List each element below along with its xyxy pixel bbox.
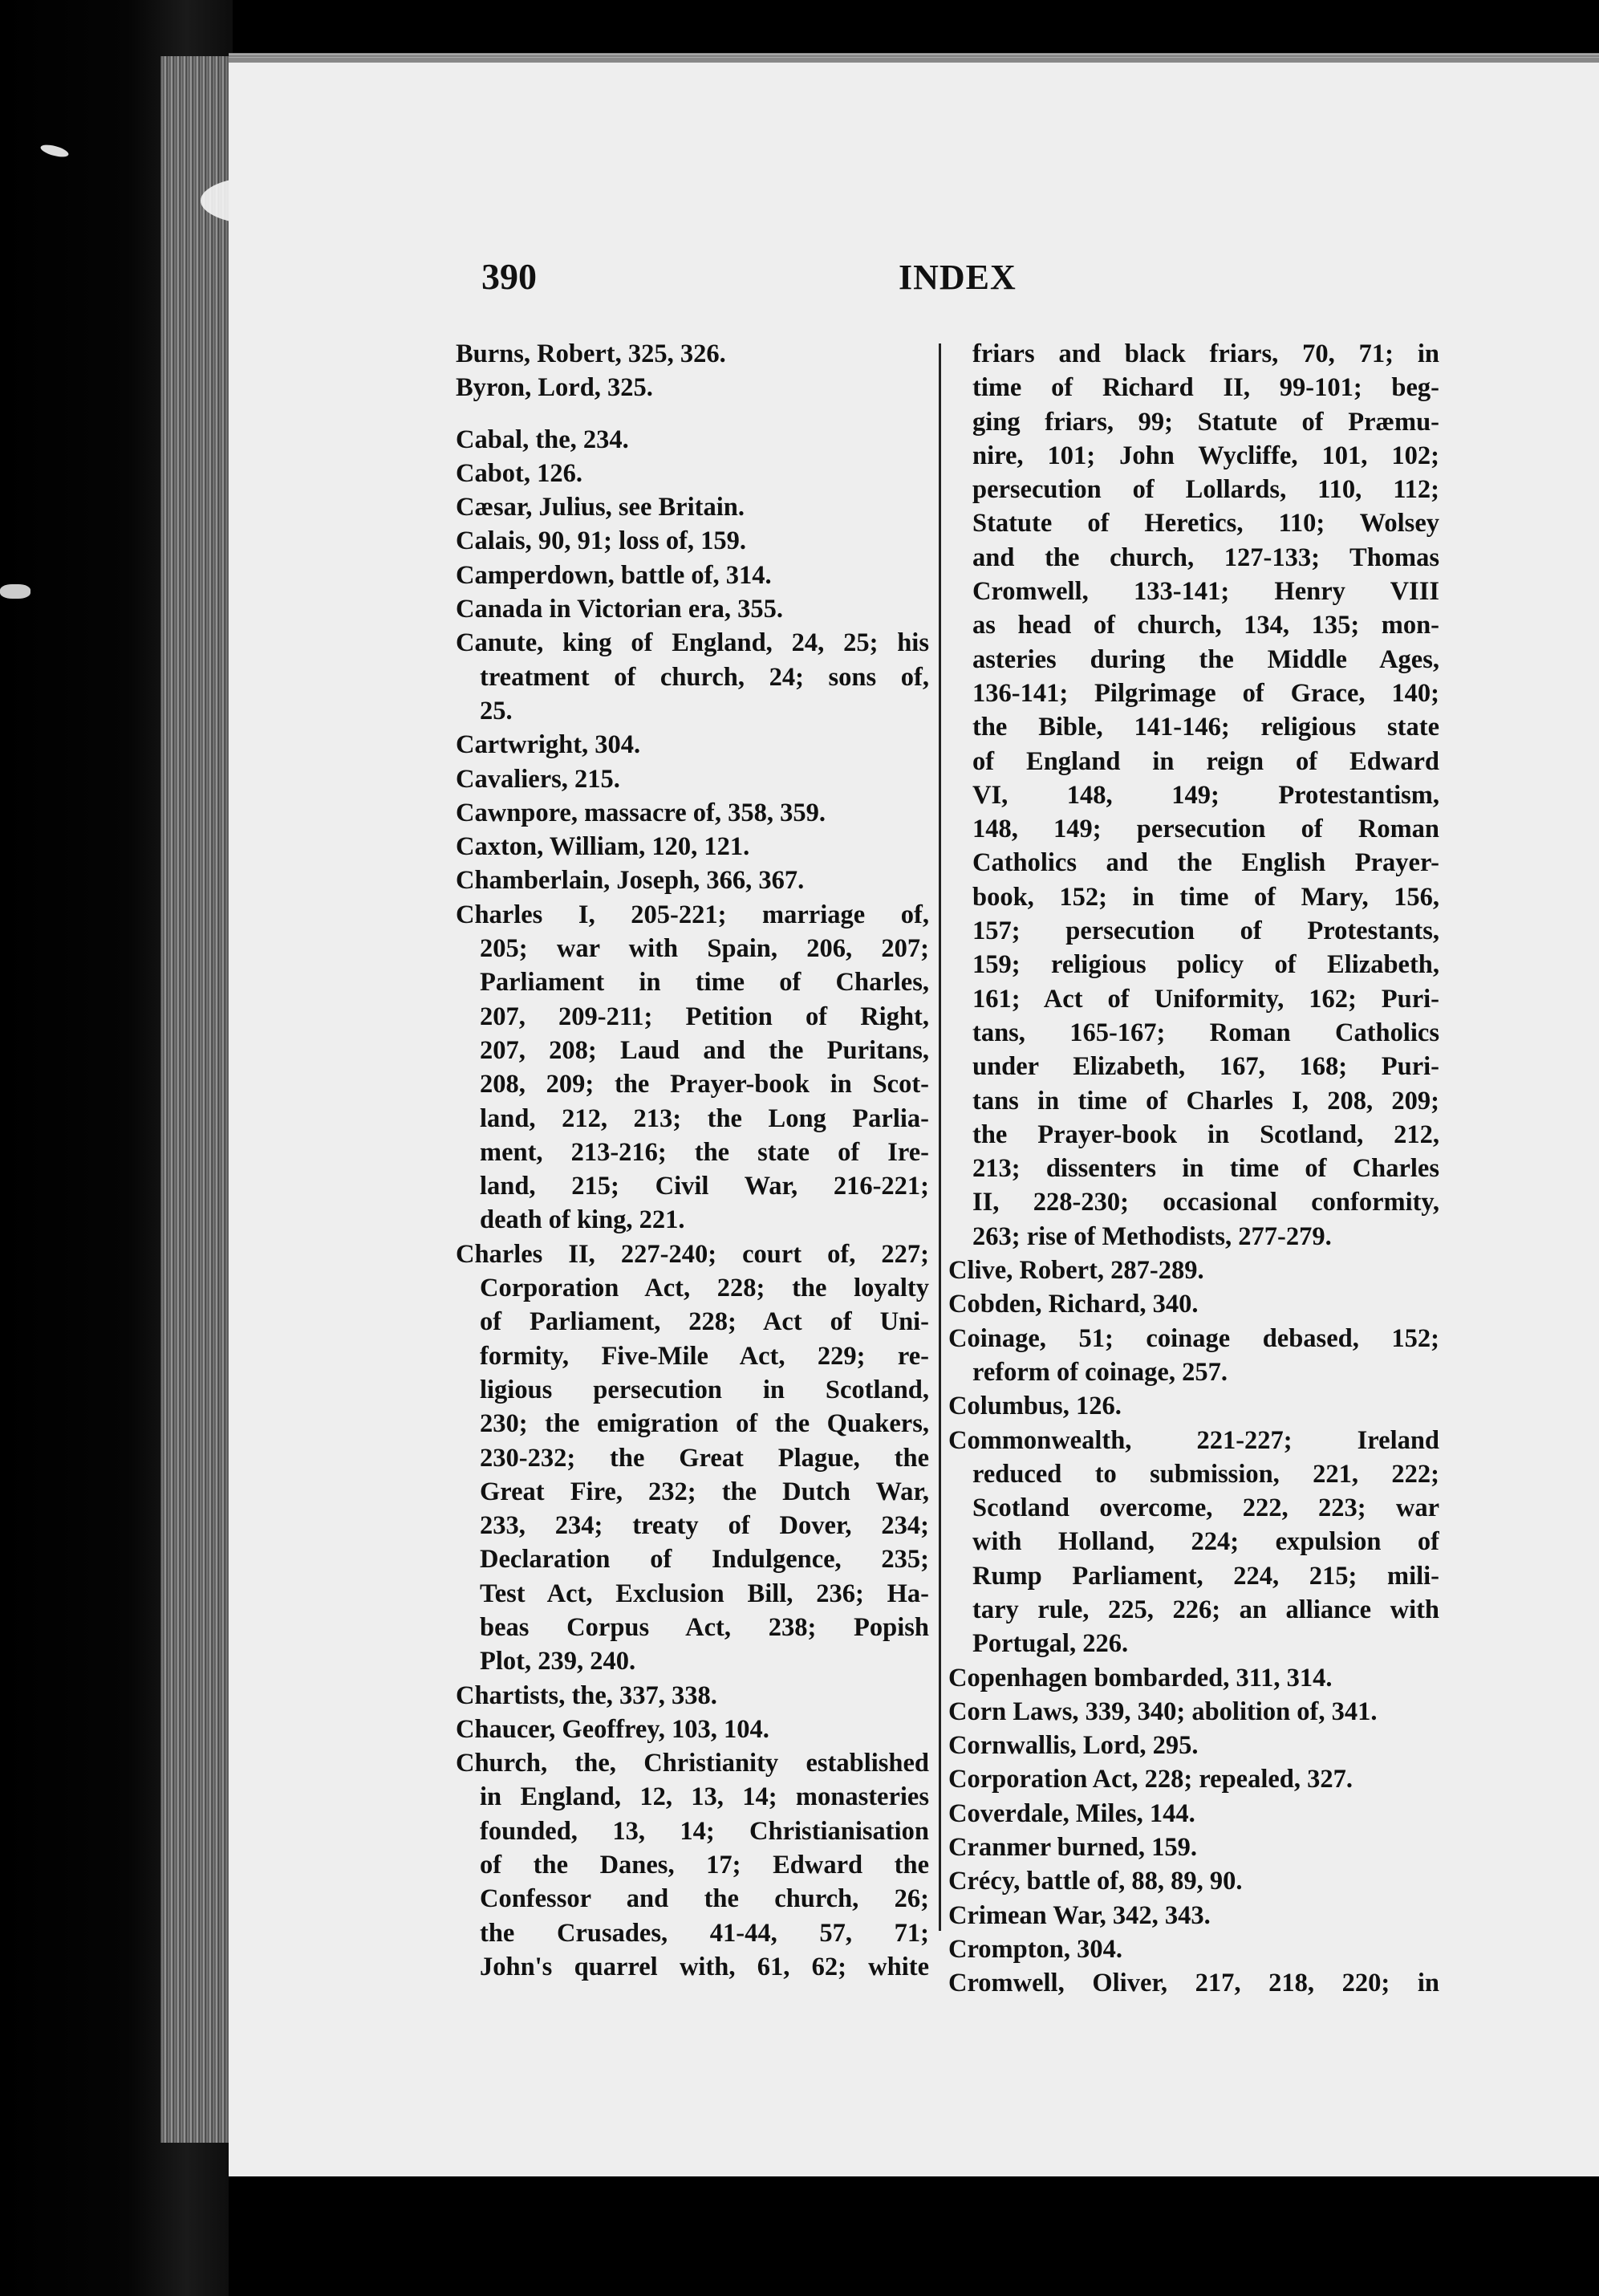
- index-entry-continuation: 213; dissenters in time of Charles: [972, 1154, 1439, 1184]
- index-entry-continuation: tary rule, 225, 226; an alliance with: [972, 1595, 1439, 1624]
- index-entry-continuation: reduced to submission, 221, 222;: [972, 1459, 1439, 1489]
- index-entry-continuation: beas Corpus Act, 238; Popish: [480, 1612, 929, 1642]
- index-entry-continuation: the Bible, 141-146; religious state: [972, 713, 1439, 742]
- index-entry-continuation: ging friars, 99; Statute of Præmu-: [972, 407, 1439, 437]
- index-entry: Clive, Robert, 287-289.: [948, 1256, 1204, 1286]
- index-entry: Canada in Victorian era, 355.: [456, 595, 784, 624]
- index-entry: Cæsar, Julius, see Britain.: [456, 493, 745, 522]
- column-rule: [939, 343, 941, 1931]
- index-entry: Cobden, Richard, 340.: [948, 1290, 1199, 1319]
- index-entry-continuation: 157; persecution of Protestants,: [972, 916, 1439, 946]
- index-entry-continuation: 205; war with Spain, 206, 207;: [480, 934, 929, 964]
- index-entry: Burns, Robert, 325, 326.: [456, 339, 726, 368]
- index-entry: Byron, Lord, 325.: [456, 373, 653, 403]
- index-entry-continuation: Rump Parliament, 224, 215; mili-: [972, 1561, 1439, 1591]
- index-entry-continuation: as head of church, 134, 135; mon-: [972, 611, 1439, 640]
- index-entry-continuation: ment, 213-216; the state of Ire-: [480, 1137, 929, 1167]
- index-entry-continuation: 148, 149; persecution of Roman: [972, 815, 1439, 844]
- index-entry-continuation: in England, 12, 13, 14; monasteries: [480, 1782, 929, 1812]
- page-number: 390: [481, 256, 537, 297]
- index-entry-continuation: nire, 101; John Wycliffe, 101, 102;: [972, 441, 1439, 470]
- index-entry: Church, the, Christianity established: [456, 1749, 929, 1778]
- index-entry: Charles II, 227-240; court of, 227;: [456, 1239, 929, 1269]
- index-entry-continuation: Portugal, 226.: [972, 1629, 1129, 1659]
- index-entry-continuation: formity, Five-Mile Act, 229; re-: [480, 1341, 929, 1371]
- index-entry: Canute, king of England, 24, 25; his: [456, 628, 929, 658]
- index-entry: Cromwell, Oliver, 217, 218, 220; in: [948, 1969, 1439, 1998]
- index-entry: Cranmer burned, 159.: [948, 1833, 1197, 1863]
- index-entry-continuation: 207, 208; Laud and the Puritans,: [480, 1035, 929, 1065]
- entry-gap: [456, 405, 929, 423]
- index-entry: Cornwallis, Lord, 295.: [948, 1731, 1199, 1761]
- index-entry: Coverdale, Miles, 144.: [948, 1798, 1195, 1828]
- index-entry-continuation: and the church, 127-133; Thomas: [972, 543, 1439, 572]
- index-entry: Camperdown, battle of, 314.: [456, 560, 772, 590]
- speck: [0, 584, 30, 599]
- running-head: INDEX: [899, 258, 1017, 297]
- index-entry-continuation: tans in time of Charles I, 208, 209;: [972, 1086, 1439, 1115]
- index-entry: Coinage, 51; coinage debased, 152;: [948, 1323, 1439, 1353]
- index-entry-continuation: reform of coinage, 257.: [972, 1357, 1228, 1387]
- index-column-left: [456, 337, 929, 1984]
- index-entry: Crimean War, 342, 343.: [948, 1900, 1211, 1930]
- index-entry-continuation: 208, 209; the Prayer-book in Scot-: [480, 1070, 929, 1099]
- index-entry-continuation: Parliament in time of Charles,: [480, 968, 929, 998]
- index-entry-continuation: ligious persecution in Scotland,: [480, 1375, 929, 1404]
- index-entry-continuation: 230-232; the Great Plague, the: [480, 1443, 929, 1473]
- index-entry: Crompton, 304.: [948, 1934, 1122, 1964]
- index-entry: Chaucer, Geoffrey, 103, 104.: [456, 1714, 769, 1744]
- index-entry: Cartwright, 304.: [456, 730, 641, 760]
- scan-border-bottom: [229, 2176, 1599, 2296]
- index-column-right: [948, 337, 1439, 2001]
- index-entry: Corn Laws, 339, 340; abolition of, 341.: [948, 1697, 1378, 1726]
- index-entry-continuation: John's quarrel with, 61, 62; white: [480, 1952, 929, 1981]
- index-entry-continuation: book, 152; in time of Mary, 156,: [972, 882, 1439, 912]
- index-entry-continuation: Confessor and the church, 26;: [480, 1884, 929, 1914]
- index-entry-continuation: 207, 209-211; Petition of Right,: [480, 1002, 929, 1031]
- index-entry-continuation: asteries during the Middle Ages,: [972, 644, 1439, 674]
- index-entry: Cavaliers, 215.: [456, 764, 620, 794]
- page-edges: [160, 56, 237, 2143]
- page-header: [481, 255, 1364, 303]
- index-entry: Calais, 90, 91; loss of, 159.: [456, 526, 747, 556]
- index-entry-continuation: Plot, 239, 240.: [480, 1647, 636, 1676]
- index-entry-continuation: time of Richard II, 99-101; beg-: [972, 373, 1439, 403]
- index-entry: Corporation Act, 228; repealed, 327.: [948, 1765, 1353, 1794]
- index-entry: Chartists, the, 337, 338.: [456, 1680, 717, 1710]
- index-entry: Charles I, 205-221; marriage of,: [456, 900, 929, 929]
- index-entry: Caxton, William, 120, 121.: [456, 832, 750, 862]
- index-entry-continuation: 25.: [480, 696, 513, 725]
- index-entry-continuation: 136-141; Pilgrimage of Grace, 140;: [972, 678, 1439, 708]
- index-entry-continuation: Catholics and the English Prayer-: [972, 848, 1439, 878]
- index-entry-continuation: persecution of Lollards, 110, 112;: [972, 475, 1439, 505]
- index-entry-continuation: Cromwell, 133-141; Henry VIII: [972, 577, 1439, 607]
- index-entry-continuation: Scotland overcome, 222, 223; war: [972, 1493, 1439, 1523]
- index-entry-continuation: land, 212, 213; the Long Parlia-: [480, 1103, 929, 1133]
- index-entry: Crécy, battle of, 88, 89, 90.: [948, 1867, 1243, 1896]
- index-entry-continuation: death of king, 221.: [480, 1205, 685, 1235]
- index-entry-continuation: treatment of church, 24; sons of,: [480, 662, 929, 692]
- index-entry-continuation: 230; the emigration of the Quakers,: [480, 1409, 929, 1439]
- index-entry: Chamberlain, Joseph, 366, 367.: [456, 866, 805, 896]
- index-entry-continuation: Test Act, Exclusion Bill, 236; Ha-: [480, 1579, 929, 1608]
- index-entry: Cawnpore, massacre of, 358, 359.: [456, 798, 826, 827]
- index-entry-continuation: VI, 148, 149; Protestantism,: [972, 780, 1439, 810]
- index-entry: Commonwealth, 221-227; Ireland: [948, 1425, 1439, 1455]
- index-entry-continuation: Statute of Heretics, 110; Wolsey: [972, 509, 1439, 538]
- index-entry: Copenhagen bombarded, 311, 314.: [948, 1663, 1333, 1693]
- index-entry-continuation: 233, 234; treaty of Dover, 234;: [480, 1511, 929, 1541]
- index-entry: Cabot, 126.: [456, 458, 582, 488]
- index-entry-continuation: Great Fire, 232; the Dutch War,: [480, 1477, 929, 1506]
- index-entry-continuation: land, 215; Civil War, 216-221;: [480, 1172, 929, 1201]
- index-entry-continuation: tans, 165-167; Roman Catholics: [972, 1018, 1439, 1047]
- index-entry-continuation: of England in reign of Edward: [972, 746, 1439, 776]
- index-entry-continuation: with Holland, 224; expulsion of: [972, 1527, 1439, 1557]
- index-entry: Columbus, 126.: [948, 1392, 1122, 1421]
- index-entry-continuation: of Parliament, 228; Act of Uni-: [480, 1307, 929, 1337]
- index-entry-continuation: friars and black friars, 70, 71; in: [972, 339, 1439, 368]
- index-entry-continuation: Corporation Act, 228; the loyalty: [480, 1274, 929, 1303]
- index-entry-continuation: Declaration of Indulgence, 235;: [480, 1545, 929, 1575]
- index-entry-continuation: 161; Act of Uniformity, 162; Puri-: [972, 984, 1439, 1014]
- index-entry-continuation: of the Danes, 17; Edward the: [480, 1851, 929, 1880]
- index-entry-continuation: founded, 13, 14; Christianisation: [480, 1816, 929, 1846]
- index-entry-continuation: 263; rise of Methodists, 277-279.: [972, 1221, 1332, 1251]
- index-entry: Cabal, the, 234.: [456, 425, 629, 454]
- index-entry-continuation: the Prayer-book in Scotland, 212,: [972, 1120, 1439, 1149]
- index-entry-continuation: II, 228-230; occasional conformity,: [972, 1188, 1439, 1217]
- index-entry-continuation: the Crusades, 41-44, 57, 71;: [480, 1918, 929, 1948]
- index-entry-continuation: under Elizabeth, 167, 168; Puri-: [972, 1052, 1439, 1082]
- index-entry-continuation: 159; religious policy of Elizabeth,: [972, 950, 1439, 980]
